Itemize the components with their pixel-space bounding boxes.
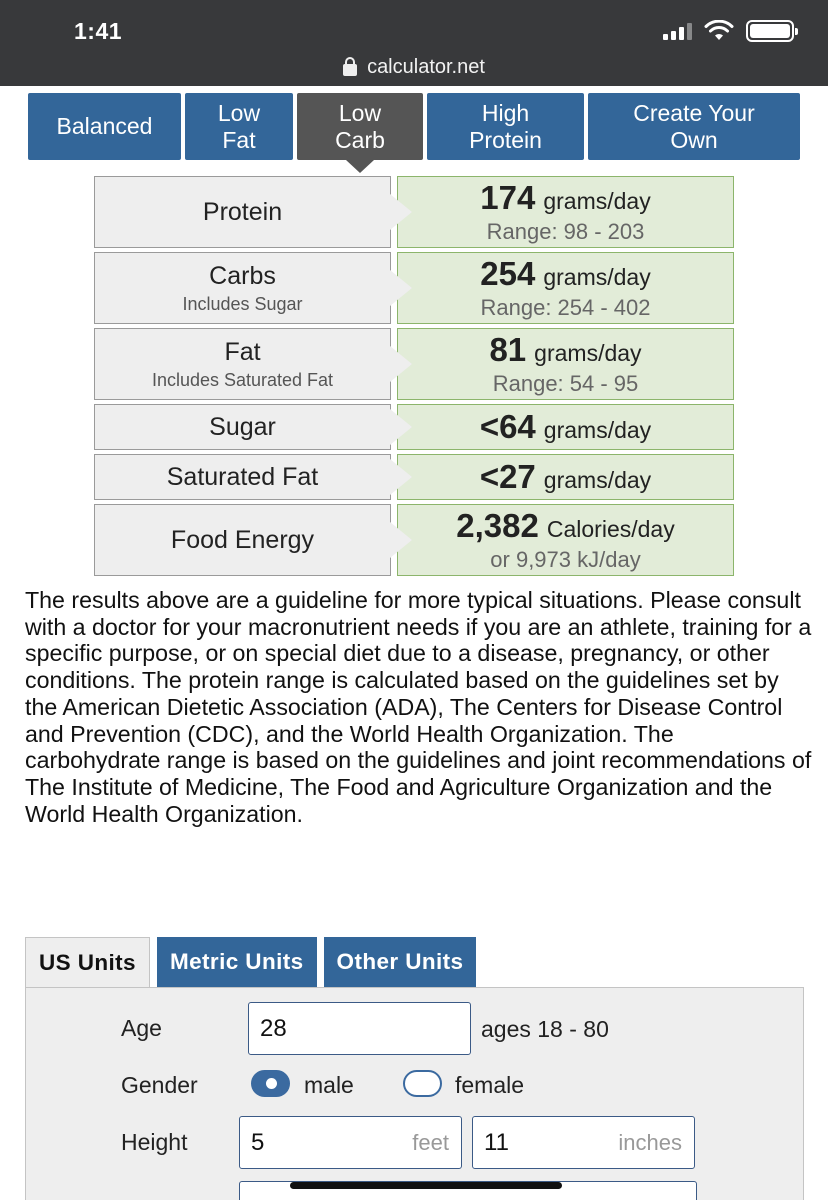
result-value: <27 [479, 458, 536, 495]
height-label: Height [121, 1129, 188, 1155]
age-input[interactable]: 28 [248, 1002, 471, 1055]
result-label-cell [94, 252, 391, 324]
result-row-protein [94, 176, 734, 248]
result-unit: grams/day [543, 417, 652, 443]
result-row-fat [94, 328, 734, 400]
result-subtext: Includes Saturated Fat [151, 369, 334, 390]
tab-metric-units[interactable]: Metric Units [157, 937, 317, 987]
result-label-cell [94, 454, 391, 500]
result-value-cell [397, 176, 734, 248]
status-time: 1:41 [74, 18, 123, 44]
height-inches-input[interactable] [472, 1116, 695, 1169]
result-value-cell [397, 328, 734, 400]
calculator-form [25, 987, 804, 1200]
result-unit: grams/day [534, 340, 642, 366]
result-value-cell [397, 404, 734, 450]
result-value: 254 [480, 255, 536, 292]
guideline-note: The results above are a guideline for more typical situations. Please consult with a doctor for your macronutrient needs if you are an athlete, training for a specific purpose, or on special diet due to a disease, pregnancy, or other conditions. The protein range is calculated based on the guidelines set by the American Dietetic Association (ADA), The Centers for Disease Control and Prevention (CDC), and the World Health Organization. The carbohydrate range is based on the guidelines and joint recommendations of The Institute of Medicine, The Food and Agriculture Organization and the World Health Organization. [25, 587, 812, 827]
result-value: 81 [489, 331, 527, 368]
url-bar[interactable] [0, 56, 828, 79]
result-value: 2,382 [456, 507, 539, 544]
age-label: Age [121, 1015, 162, 1041]
result-unit: grams/day [543, 188, 651, 214]
result-name: Carbs [209, 261, 276, 290]
battery-icon [746, 20, 794, 42]
tab-other-units[interactable]: Other Units [324, 937, 477, 987]
result-value-cell [397, 504, 734, 576]
result-value: 174 [480, 179, 536, 216]
results-table [94, 176, 734, 580]
status-bar [0, 0, 828, 86]
result-name: Protein [202, 197, 283, 226]
gender-male-radio[interactable] [251, 1070, 290, 1097]
result-range: Range: 98 - 203 [486, 219, 645, 244]
gender-female-radio[interactable] [403, 1070, 442, 1097]
result-label-cell [94, 176, 391, 248]
gender-male-label[interactable]: male [304, 1072, 354, 1098]
result-value: <64 [479, 408, 536, 445]
tab-balanced[interactable]: Balanced [28, 93, 181, 160]
home-indicator [290, 1182, 562, 1189]
result-subtext: Includes Sugar [182, 293, 303, 314]
unit-tabs [25, 937, 476, 988]
result-value-cell [397, 454, 734, 500]
inches-unit-label: inches [618, 1129, 682, 1155]
cellular-signal-icon [663, 22, 692, 40]
height-feet-value: 5 [251, 1128, 265, 1156]
gender-female-label[interactable]: female [455, 1072, 525, 1098]
result-name: Food Energy [170, 525, 315, 554]
age-hint: ages 18 - 80 [481, 1016, 609, 1042]
result-row-saturated-fat [94, 454, 734, 500]
result-unit: grams/day [543, 264, 651, 290]
result-label-cell [94, 328, 391, 400]
result-label-cell [94, 404, 391, 450]
result-row-carbs [94, 252, 734, 324]
tab-high-protein[interactable]: High Protein [427, 93, 584, 160]
height-inches-value: 11 [484, 1128, 509, 1156]
lock-icon [343, 64, 357, 76]
tab-us-units[interactable]: US Units [25, 937, 150, 988]
diet-tabs [28, 93, 800, 160]
height-feet-input[interactable] [239, 1116, 462, 1169]
tab-low-fat[interactable]: Low Fat [185, 93, 293, 160]
result-name: Sugar [209, 412, 276, 441]
result-row-sugar [94, 404, 734, 450]
gender-label: Gender [121, 1072, 198, 1098]
result-name: Saturated Fat [166, 462, 319, 491]
result-unit: grams/day [543, 467, 652, 493]
result-unit: Calories/day [546, 516, 675, 542]
status-icons [663, 20, 794, 42]
result-value-cell [397, 252, 734, 324]
url-text: calculator.net [367, 56, 485, 78]
result-range: Range: 54 - 95 [492, 371, 639, 396]
result-range: or 9,973 kJ/day [490, 547, 641, 572]
tab-low-carb[interactable]: Low Carb [297, 93, 423, 160]
result-range: Range: 254 - 402 [480, 295, 651, 320]
result-row-food-energy [94, 504, 734, 576]
tab-create-your-own[interactable]: Create Your Own [588, 93, 800, 160]
result-name: Fat [224, 337, 261, 366]
feet-unit-label: feet [412, 1129, 449, 1155]
wifi-icon [704, 20, 734, 42]
result-label-cell [94, 504, 391, 576]
